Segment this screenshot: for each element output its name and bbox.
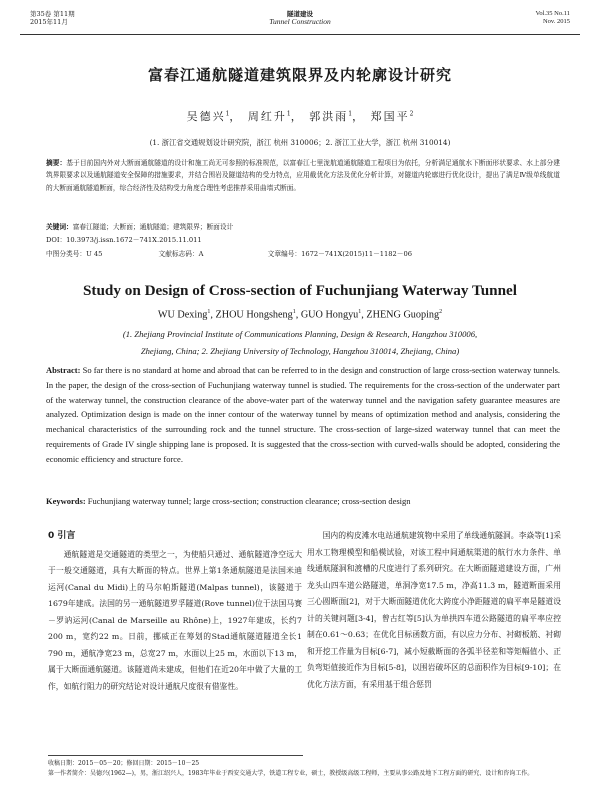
- keywords-text-en: Fuchunjiang waterway tunnel; large cross-section; construction clearance; cross-section design: [87, 496, 411, 506]
- abstract-label-en: Abstract:: [46, 365, 81, 375]
- author-en: WU Dexing: [157, 309, 208, 321]
- affiliation-en: (1. Zhejiang Provincial Institute of Communications Planning, Design & Research, Hangzhou 310006, Zhejiang, China; 2. Zhejiang University of Technology, Hangzhou 310014, Zhejiang, China): [122, 329, 478, 356]
- body-column-right: [307, 528, 561, 693]
- header-center: [20, 10, 580, 26]
- journal-name-cn: 隧道建设: [287, 10, 313, 18]
- vol-issue-cn: 第35卷 第11期: [30, 10, 75, 18]
- keywords-label-en: Keywords:: [46, 496, 86, 506]
- keywords-text-cn: 富春江隧道；大断面；通航隧道；建筑限界；断面设计: [72, 223, 234, 231]
- author-en: ZHENG Guoping: [366, 309, 440, 321]
- keywords-label-cn: 关键词：: [46, 223, 73, 231]
- paragraph: 通航隧道是交通隧道的类型之一，为使船只通过、通航隧道净空远大于一般交通隧道，具有大断面的特点。世界上第1条通航隧道是法国米迪运河(Canal du Midi)上的马尔帕斯隧道(Malpas tunnel)，该隧道于1679年建成。法国的另一通航隧道罗孚隧道(Rove tunnel)位于法国马赛－罗讷运河(Canal de Marseille au Rhône)上，1927年建成，长约7 200 m，宽约22 m。日前，挪威正在筹划的Stad通航隧道隧道全长1 790 m，通航净宽23 m，总宽27 m，水面以上25 m，水面以下13 m，属于大断面通航隧道。该隧道尚未建成，但他们在近20年中做了大量的工作，如航行阻力的研究结论对设计通航尺度很有借鉴性。: [48, 549, 302, 691]
- authors-cn: 吴德兴$^1$， 周红升$^1$， 郭洪雨$^1$， 郑国平$^2$: [186, 110, 414, 123]
- abstract-en: [46, 363, 560, 467]
- article-number: 文章编号：1672－741X(2015)11－1182－06: [267, 250, 412, 258]
- running-header: [20, 10, 580, 35]
- section-heading-introduction: 0 引言: [48, 531, 76, 541]
- keywords-en: [46, 496, 560, 506]
- abstract-text-cn: 基于目前国内外对大断面通航隧道的设计和施工尚无可参照的标准规范，以富春江七里泷航道通航隧道工程项目为依托，分析满足通航水下断面形状要求、水上部分建筑界限要求以及通航隧道安全保障的措施要求，并结合围岩及隧道结构的受力特点，应用截优化方法及优化分析计算，对隧道内轮廓进行优化设计，提出了满足Ⅳ级单线航道的大断面通航隧道断面，综合经济性及结构受力角度合理性考虑推荐采用曲墙式断面。: [46, 159, 560, 192]
- author-en: ZHOU Hongsheng: [215, 309, 293, 321]
- body-column-left: [48, 528, 302, 695]
- abstract-cn: [46, 157, 560, 194]
- authors-en: WU Dexing$^1$, ZHOU Hongsheng$^1$, GUO Hongyu$^1$, ZHENG Guoping$^2$: [157, 309, 443, 321]
- author-cn: 吴德兴: [186, 110, 226, 123]
- keywords-cn: [46, 221, 233, 231]
- date-cn: 2015年11月: [30, 18, 68, 26]
- doi: DOI：10.3973/j.issn.1672－741X.2015.11.011: [46, 236, 202, 244]
- author-cn: 郑国平: [370, 110, 410, 123]
- date-en: Nov. 2015: [542, 18, 570, 25]
- abstract-label-cn: 摘要：: [46, 159, 67, 167]
- header-right: [536, 10, 571, 26]
- author-bio: 第一作者简介：吴德兴(1962—)，男，浙江绍兴人，1983年毕业于西安交通大学，铁道工程专业，硕士，教授级高级工程师，主要从事公路及地下工程方面的研究、设计和咨询工作。: [48, 769, 534, 777]
- author-cn: 郭洪雨: [309, 110, 349, 123]
- footnote-divider: [48, 755, 303, 756]
- received-date: 收稿日期：2015－05－20；修回日期：2015－10－25: [48, 760, 200, 767]
- abstract-text-en: So far there is no standard at home and abroad that can be referred to in the design and construction of large cross-section waterway tunnels. In the paper, the design of the cross-section of Fuchunjiang waterway tunnel is studied. The requirements for the cross-section of the underwater part of the waterway tunnel, the construction clearance of the above-water part of the waterway tunnel and the navigation safety guarantee measures are analyzed. Optimization design is made on the inner contour of the waterway tunnel by means of optimization method and analysis, considering the mechanical characteristics of the surrounding rock and the tunnel structure. The cross-section of large-sized waterway tunnel that can meet the requirements of Grade IV single shipping lane is proposed. It is suggested that the cross-section with curved-walls should be adopted, considering the economic efficiency and structure force.: [46, 365, 561, 464]
- journal-name-en: Tunnel Construction: [269, 17, 331, 26]
- affiliation-cn: (1. 浙江省交通规划设计研究院，浙江 杭州 310006；2. 浙江工业大学，浙江 杭州 310014): [149, 138, 451, 147]
- document-code: 文献标志码：A: [158, 250, 204, 258]
- paper-title-en: Study on Design of Cross-section of Fuchunjiang Waterway Tunnel: [82, 282, 518, 299]
- paper-title-cn: 富春江通航隧道建筑限界及内轮廓设计研究: [147, 66, 452, 84]
- clc-number: 中图分类号：U 45: [46, 250, 103, 258]
- author-cn: 周红升: [247, 110, 287, 123]
- vol-issue-en: Vol.35 No.11: [535, 10, 570, 17]
- footnote: [48, 759, 560, 778]
- paragraph: 国内的构皮滩水电站通航建筑物中采用了单线通航隧洞。李焱等[1]采用水工物理模型和船模试验，对该工程中间通航渠道的航行水力条件、单线通航隧洞和渡槽的尺度进行了系列研究。在大断面隧道建设方面，广州龙头山四车道公路隧道，单洞净宽17.5 m，净高11.3 m，隧道断面采用三心圆断面[2]，对于大断面隧道优化大跨度小净距隧道的扁平率是隧道设计的关键问题[3-4]，曾古红等[5]认为单拱四车道公路隧道的扁平率应控制在0.61～0.63；在优化目标函数方面，有以应力分布、衬砌板筋、衬砌和开挖工作量为目标[6-7]，减小短截断面的各弧半径差和等矩幅值小、正负弯矩值接近作为目标[5-8]，以围岩破坏区的总面积作为目标[9-10]；在优化方法方面，有采用基于组合惩罚: [307, 531, 561, 689]
- author-en: GUO Hongyu: [300, 309, 359, 321]
- classification-line: [46, 248, 412, 258]
